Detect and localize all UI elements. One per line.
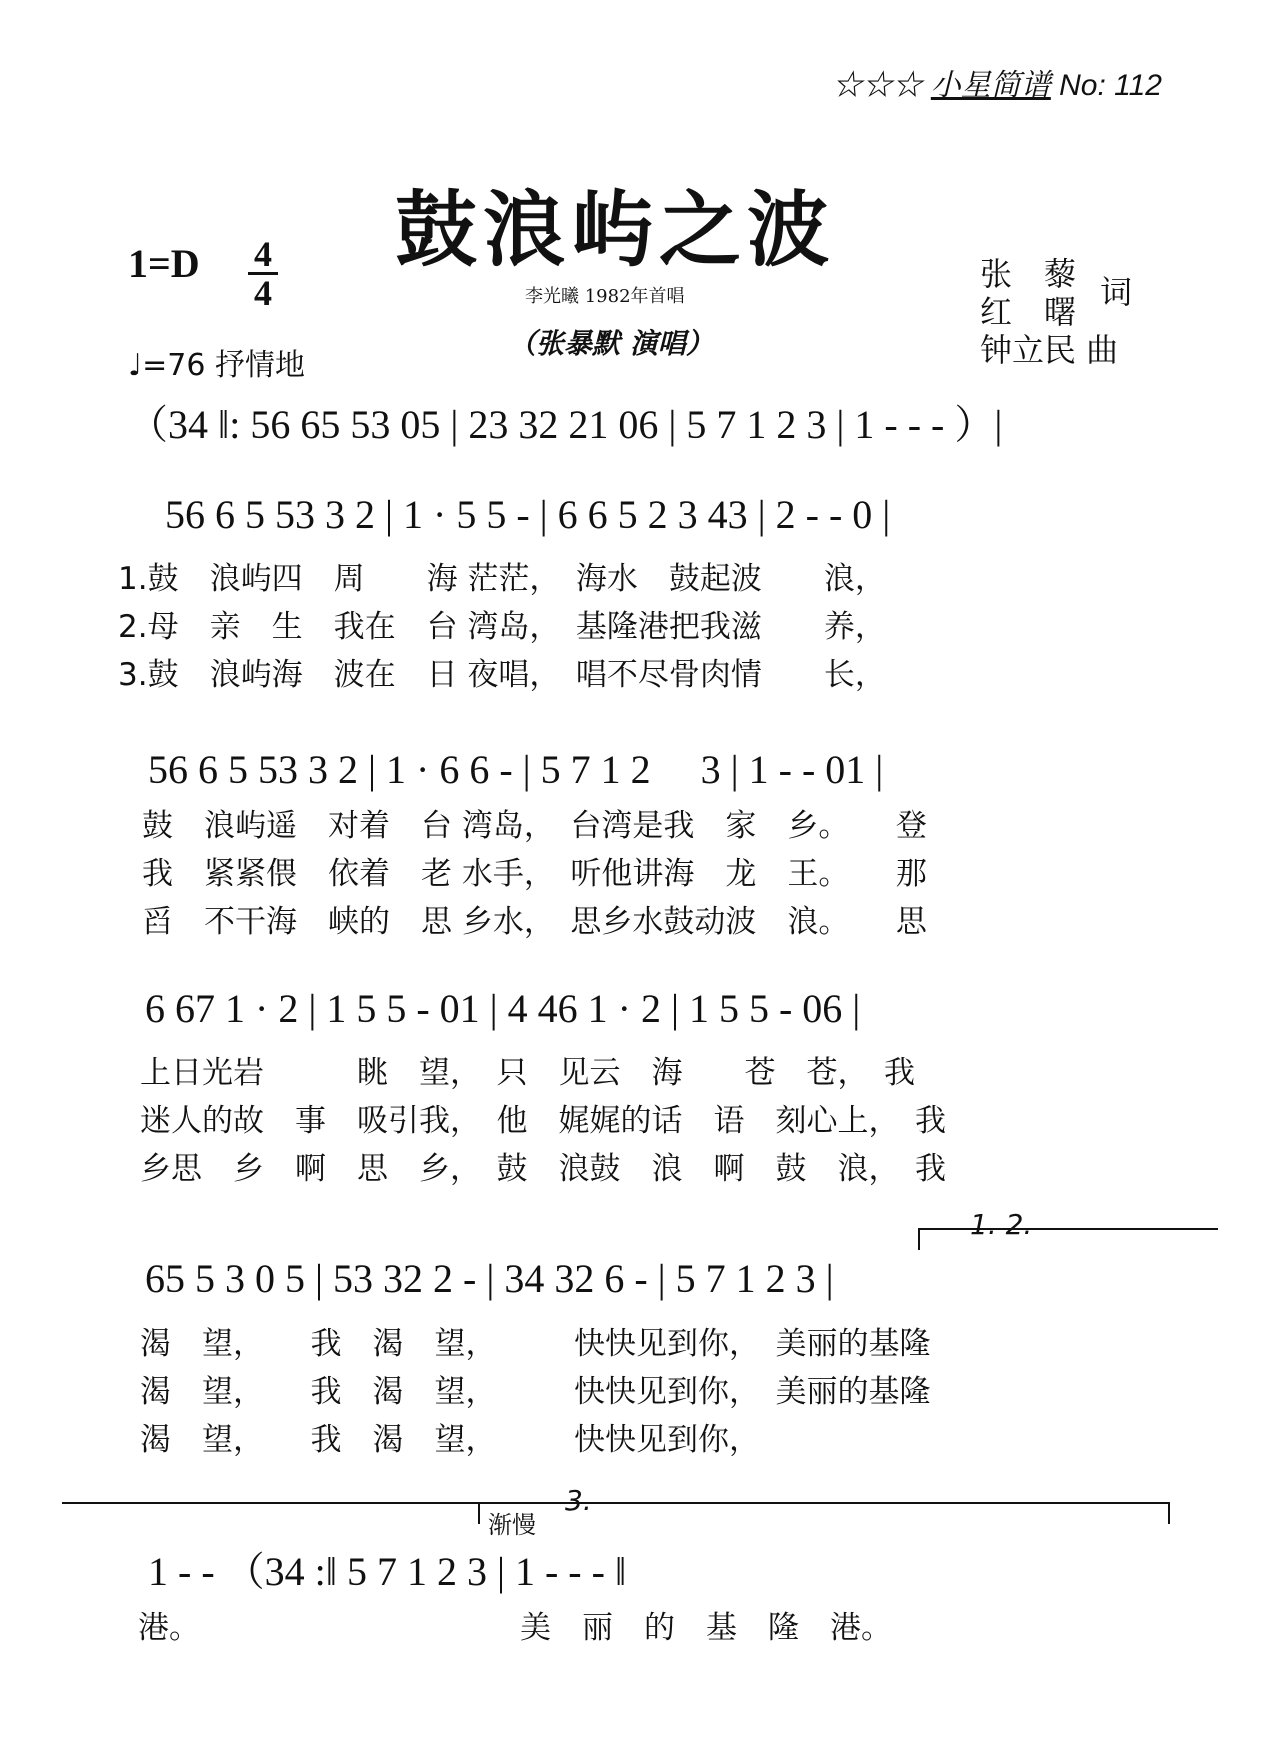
score-line-2-notes: 56 6 5 53 3 2 | 1 · 6 6 - | 5 7 1 2 3 | 1 - - 01 |	[148, 747, 884, 792]
lyricist-1: 张 藜	[980, 255, 1077, 293]
volta-label-1-2: 1. 2.	[970, 1208, 1033, 1241]
score-line-3-lyric-verse-1: 上日光岩 眺 望， 只 见云 海 苍 苍， 我	[140, 1055, 915, 1091]
volta-bracket-3	[62, 1502, 1170, 1504]
premiere-note: 李光曦 1982年首唱	[525, 286, 685, 307]
score-line-1-lyric-verse-2: 2.母 亲 生 我在 台 湾岛， 基隆港把我滋 养，	[118, 609, 886, 645]
score-line-5-lyric-verse-3: 美 丽 的 基 隆 港。	[520, 1610, 892, 1646]
lyricist-2: 红 曙	[980, 293, 1077, 331]
volta-label-3: 3.	[565, 1484, 592, 1517]
time-signature-bottom: 4	[254, 273, 272, 313]
score-line-1-lyric-verse-3: 3.鼓 浪屿海 波在 日 夜唱， 唱不尽骨肉情 长，	[118, 657, 886, 693]
tempo-marking: ♩=76 抒情地	[128, 348, 305, 383]
star-icons: ☆☆☆	[832, 69, 923, 102]
volta-bracket-3-end-hook	[1168, 1502, 1170, 1524]
score-line-4-notes: 65 5 3 0 5 | 53 32 2 - | 34 32 6 - | 5 7 1 2 3 |	[145, 1256, 834, 1301]
score-line-2-lyric-verse-2: 我 紧紧偎 依着 老 水手， 听他讲海 龙 王。 那	[142, 856, 927, 892]
volta-bracket-3-hook	[478, 1502, 480, 1524]
score-line-2-lyric-verse-1: 鼓 浪屿遥 对着 台 湾岛， 台湾是我 家 乡。 登	[142, 808, 927, 844]
song-title: 鼓浪屿之波	[395, 182, 836, 278]
score-line-1-notes: 56 6 5 53 3 2 | 1 · 5 5 - | 6 6 5 2 3 43 | 2 - - 0 |	[165, 492, 891, 537]
credits	[980, 255, 1133, 369]
key-signature: 1=D	[128, 241, 200, 286]
score-line-4-lyric-verse-3: 渴 望， 我 渴 望， 快快见到你，	[140, 1422, 760, 1458]
score-line-4-lyric-verse-1: 渴 望， 我 渴 望， 快快见到你， 美丽的基隆	[140, 1326, 931, 1362]
ritardando-marking: 渐慢	[488, 1511, 536, 1539]
volta-bracket-1-2-hook	[918, 1228, 920, 1250]
score-line-5-lyric-end: 港。	[138, 1610, 200, 1646]
time-signature	[248, 236, 278, 311]
lyric-suffix: 词	[1100, 273, 1133, 311]
score-line-3-notes: 6 67 1 · 2 | 1 5 5 - 01 | 4 46 1 · 2 | 1 5 5 - 06 |	[145, 986, 861, 1031]
score-line-3-lyric-verse-3: 乡思 乡 啊 思 乡， 鼓 浪鼓 浪 啊 鼓 浪， 我	[140, 1151, 946, 1187]
series-tag	[832, 60, 1162, 104]
performer: （张暴默 演唱）	[508, 327, 714, 360]
time-signature-top: 4	[254, 234, 272, 274]
score-line-2-lyric-verse-3: 舀 不干海 峡的 思 乡水， 思乡水鼓动波 浪。 思	[142, 904, 927, 940]
score-line-1-lyric-verse-1: 1.鼓 浪屿四 周 海 茫茫， 海水 鼓起波 浪，	[118, 561, 886, 597]
series-number: No: 112	[1059, 69, 1162, 102]
score-line-3-lyric-verse-2: 迷人的故 事 吸引我， 他 娓娓的话 语 刻心上， 我	[140, 1103, 946, 1139]
series-name: 小星简谱	[930, 69, 1051, 102]
score-line-4-lyric-verse-2: 渴 望， 我 渴 望， 快快见到你， 美丽的基隆	[140, 1374, 931, 1410]
composer: 钟立民 曲	[980, 331, 1119, 369]
volta-bracket-1-2	[918, 1228, 1218, 1230]
score-line-5-notes: 1 - - （34 :‖ 5 7 1 2 3 | 1 - - - ‖	[148, 1549, 627, 1594]
score-line-intro-notes: （34 ‖: 56 65 53 05 | 23 32 21 06 | 5 7 1 2 3 | 1 - - - ）|	[128, 402, 1003, 447]
